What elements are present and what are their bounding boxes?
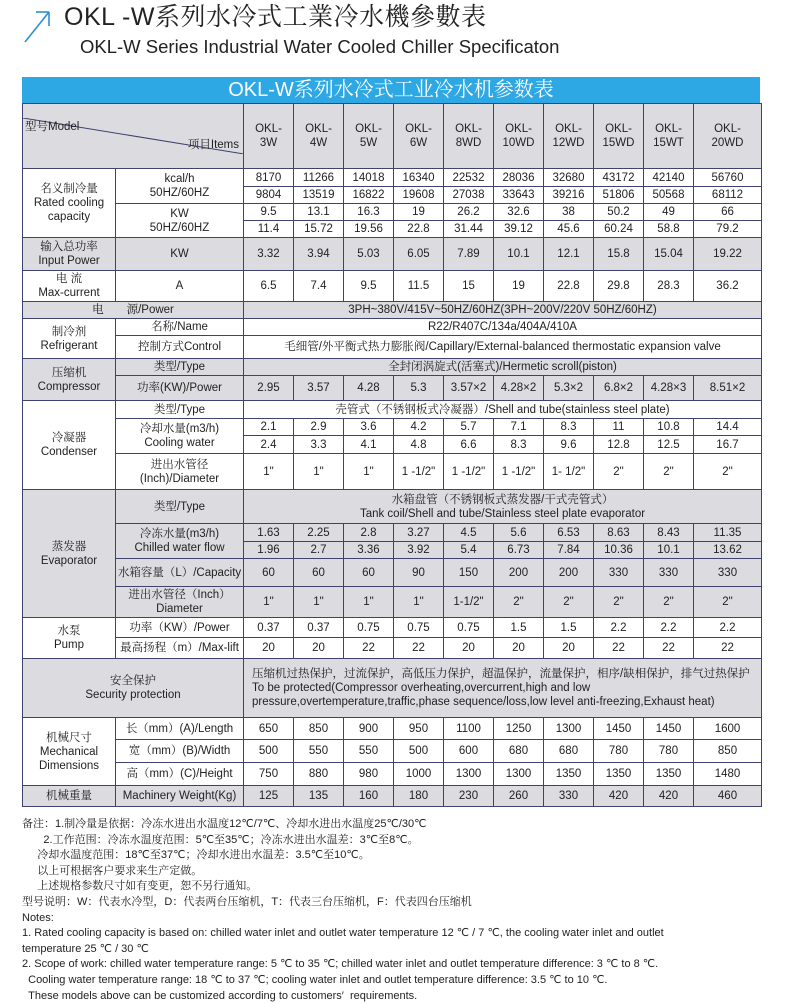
note-line: Notes: <box>22 911 54 924</box>
table-cell: 壳管式（不锈钢板式冷凝器）/Shell and tube(stainless steel plate) <box>244 401 762 419</box>
table-cell: 0.75 <box>344 618 394 638</box>
table-cell: 56760 <box>694 169 762 187</box>
table-row-condenser-type <box>23 401 762 419</box>
table-cell: 3.92 <box>394 542 444 559</box>
table-cell: 长（mm）(A)/Length <box>116 718 244 740</box>
table-cell: 20 <box>494 638 544 659</box>
table-cell: 4.5 <box>444 524 494 542</box>
table-cell: 冷凝器 Condenser <box>23 401 116 490</box>
page-header <box>0 0 790 77</box>
table-cell: 机械尺寸 Mechanical Dimensions <box>23 718 116 786</box>
table-cell: 15.04 <box>644 238 694 271</box>
table-cell: 冷却水量(m3/h) Cooling water <box>116 419 244 454</box>
table-cell: 4.2 <box>394 419 444 436</box>
title-chinese: OKL -W系列水冷式工業冷水機參數表 <box>64 3 487 31</box>
table-cell: kcal/h 50HZ/60HZ <box>116 169 244 204</box>
table-cell: 0.75 <box>444 618 494 638</box>
model-header: OKL- 12WD <box>544 104 594 169</box>
table-cell: 13519 <box>294 187 344 204</box>
table-cell: 1" <box>344 587 394 618</box>
table-cell: 13.62 <box>694 542 762 559</box>
table-cell: 6.6 <box>444 436 494 454</box>
note-line: 上述规格参数尺寸如有变更，恕不另行通知。 <box>22 880 258 893</box>
table-cell: 1 -1/2" <box>444 454 494 490</box>
table-row-refrigerant-control <box>23 336 762 359</box>
table-cell: 3.94 <box>294 238 344 271</box>
table-cell: 11.35 <box>694 524 762 542</box>
table-cell: 22.8 <box>394 221 444 238</box>
table-cell: 29.8 <box>594 271 644 302</box>
table-cell: 11 <box>594 419 644 436</box>
table-cell: 类型/Type <box>116 490 244 524</box>
table-cell: 22.8 <box>544 271 594 302</box>
table-row-input-power <box>23 238 762 271</box>
table-cell: 330 <box>694 559 762 587</box>
table-cell: 22 <box>644 638 694 659</box>
table-cell: 8.3 <box>494 436 544 454</box>
note-line: 冷却水温度范围：18℃至37℃；冷却水进出水温差：3.5℃至10℃。 <box>22 849 370 862</box>
header-items-label: 项目Items <box>187 139 239 151</box>
table-cell: 1000 <box>394 763 444 786</box>
table-cell: 2" <box>694 454 762 490</box>
notes-section <box>22 817 782 1004</box>
table-cell: 0.37 <box>294 618 344 638</box>
table-cell: 电 流 Max-current <box>23 271 116 302</box>
table-cell: 类型/Type <box>116 359 244 376</box>
table-cell: 5.03 <box>344 238 394 271</box>
content <box>22 77 761 1004</box>
table-row-compressor-type <box>23 359 762 376</box>
table-cell: 8.51×2 <box>694 376 762 401</box>
table-cell: 最高扬程（m）/Max-lift <box>116 638 244 659</box>
table-cell: 880 <box>294 763 344 786</box>
table-cell: 水泵 Pump <box>23 618 116 659</box>
table-cell: 水箱盘管（不锈钢板式蒸发器/干式壳管式） Tank coil/Shell and tube/Stainless steel plate evaporator <box>244 490 762 524</box>
table-cell: 180 <box>394 786 444 807</box>
table-row-condenser-diameter <box>23 454 762 490</box>
table-cell: 9.5 <box>344 271 394 302</box>
table-cell: 1350 <box>644 763 694 786</box>
table-cell: 150 <box>444 559 494 587</box>
table-cell: 950 <box>394 718 444 740</box>
table-cell: 机械重量 <box>23 786 116 807</box>
table-cell: 水箱容量（L）/Capacity <box>116 559 244 587</box>
table-cell: 4.1 <box>344 436 394 454</box>
note-line: 型号说明：W：代表水冷型，D：代表两台压缩机，T：代表三台压缩机，F：代表四台压缩机 <box>22 895 472 908</box>
table-cell: 460 <box>694 786 762 807</box>
table-cell: 780 <box>644 740 694 763</box>
table-cell: 19 <box>494 271 544 302</box>
header-model-label: 型号Model <box>25 121 80 133</box>
table-cell: 51806 <box>594 187 644 204</box>
table-cell: 3.3 <box>294 436 344 454</box>
table-cell: 16.7 <box>694 436 762 454</box>
model-header: OKL- 3W <box>244 104 294 169</box>
table-cell: 功率（KW）/Power <box>116 618 244 638</box>
table-cell: 200 <box>494 559 544 587</box>
table-cell: 5.7 <box>444 419 494 436</box>
table-cell: 0.75 <box>394 618 444 638</box>
table-cell: 10.1 <box>494 238 544 271</box>
table-cell: 750 <box>244 763 294 786</box>
table-cell: 28.3 <box>644 271 694 302</box>
table-cell: 压缩机 Compressor <box>23 359 116 401</box>
table-cell: 330 <box>644 559 694 587</box>
table-cell: 27038 <box>444 187 494 204</box>
table-title: OKL-W系列水冷式工业冷水机参数表 <box>22 77 760 103</box>
table-cell: 200 <box>544 559 594 587</box>
table-cell: 4.8 <box>394 436 444 454</box>
table-cell: 330 <box>594 559 644 587</box>
table-cell: 850 <box>694 740 762 763</box>
table-cell: 1" <box>294 587 344 618</box>
note-line: temperature 25 ℃ / 30 ℃ <box>22 942 149 955</box>
table-cell: 9.6 <box>544 436 594 454</box>
table-cell: 10.1 <box>644 542 694 559</box>
table-cell: 13.1 <box>294 204 344 221</box>
table-cell: 780 <box>594 740 644 763</box>
table-cell: 36.2 <box>694 271 762 302</box>
table-cell: 680 <box>544 740 594 763</box>
note-line: These models above can be customized according to customers′ requirements. <box>22 989 418 1002</box>
table-cell: 1" <box>294 454 344 490</box>
table-cell: 电 源/Power <box>23 302 244 319</box>
table-cell: 20 <box>544 638 594 659</box>
table-cell: 7.89 <box>444 238 494 271</box>
table-cell: 3.36 <box>344 542 394 559</box>
note-line: 以上可根据客户要求来生产定做。 <box>22 864 203 877</box>
table-cell: 3.32 <box>244 238 294 271</box>
table-cell: 1 -1/2" <box>494 454 544 490</box>
table-cell: 16340 <box>394 169 444 187</box>
table-cell: 500 <box>394 740 444 763</box>
table-cell: 2.8 <box>344 524 394 542</box>
table-cell: 压缩机过热保护，过流保护，高低压力保护，超温保护，流量保护，相序/缺相保护，排气过热保护 To be protected(Compressor overheating,overcurrent,high and low pressure,overtemperature,traffic,phase sequence/loss,low level anti-freezing,Exhaust heat) <box>244 659 762 718</box>
table-row-security-protection <box>23 659 762 718</box>
table-cell: 2" <box>644 587 694 618</box>
table-row-evaporator-diameter <box>23 587 762 618</box>
table-cell: 2" <box>694 587 762 618</box>
table-cell: 60 <box>344 559 394 587</box>
table-cell: 2.25 <box>294 524 344 542</box>
table-cell: 50.2 <box>594 204 644 221</box>
table-cell: 7.1 <box>494 419 544 436</box>
table-row-power-supply <box>23 302 762 319</box>
table-cell: 3.57 <box>294 376 344 401</box>
table-cell: 22 <box>594 638 644 659</box>
table-row-cooling-capacity-kcal-50hz <box>23 169 762 187</box>
table-cell: 9.5 <box>244 204 294 221</box>
table-cell: 1450 <box>644 718 694 740</box>
table-cell: 22 <box>344 638 394 659</box>
table-cell: 输入总功率 Input Power <box>23 238 116 271</box>
table-row-dimension-length <box>23 718 762 740</box>
table-cell: 3PH~380V/415V~50HZ/60HZ(3PH~200V/220V 50HZ/60HZ) <box>244 302 762 319</box>
table-cell: 230 <box>444 786 494 807</box>
table-cell: 20 <box>444 638 494 659</box>
table-cell: 2" <box>644 454 694 490</box>
note-line: Cooling water temperature range: 18 ℃ to 37 ℃; cooling water inlet and outlet temperature difference: 3.5 ℃ to 10 ℃. <box>22 973 608 986</box>
table-cell: 11.4 <box>244 221 294 238</box>
table-cell: 2.2 <box>594 618 644 638</box>
table-cell: 1" <box>244 454 294 490</box>
table-cell: 8.3 <box>544 419 594 436</box>
table-cell: 6.53 <box>544 524 594 542</box>
table-cell: 12.1 <box>544 238 594 271</box>
table-row-evaporator-chilled-water-1 <box>23 524 762 542</box>
table-cell: 宽（mm）(B)/Width <box>116 740 244 763</box>
table-cell: 4.28×3 <box>644 376 694 401</box>
table-cell: 19 <box>394 204 444 221</box>
table-cell: 160 <box>344 786 394 807</box>
table-cell: 90 <box>394 559 444 587</box>
table-cell: 39216 <box>544 187 594 204</box>
table-cell: 50568 <box>644 187 694 204</box>
table-cell: 1300 <box>444 763 494 786</box>
table-row-max-current <box>23 271 762 302</box>
table-cell: 3.57×2 <box>444 376 494 401</box>
table-cell: 2" <box>594 454 644 490</box>
table-cell: 毛细管/外平衡式热力膨胀阀/Capillary/External-balanced thermostatic expansion valve <box>244 336 762 359</box>
table-row-compressor-power <box>23 376 762 401</box>
table-cell: 1450 <box>594 718 644 740</box>
model-header: OKL- 15WT <box>644 104 694 169</box>
table-cell: 类型/Type <box>116 401 244 419</box>
table-row-pump-max-lift <box>23 638 762 659</box>
table-cell: 安全保护 Security protection <box>23 659 244 718</box>
table-cell: 1" <box>394 587 444 618</box>
table-cell: 500 <box>244 740 294 763</box>
table-cell: 2.7 <box>294 542 344 559</box>
table-cell: 7.4 <box>294 271 344 302</box>
table-cell: 冷冻水量(m3/h) Chilled water flow <box>116 524 244 559</box>
table-cell: 1.5 <box>494 618 544 638</box>
table-cell: 1600 <box>694 718 762 740</box>
table-cell: 15.72 <box>294 221 344 238</box>
table-cell: 2.4 <box>244 436 294 454</box>
table-cell: 11266 <box>294 169 344 187</box>
table-cell: 1" <box>344 454 394 490</box>
table-cell: 1350 <box>544 763 594 786</box>
table-cell: Machinery Weight(Kg) <box>116 786 244 807</box>
table-cell: 260 <box>494 786 544 807</box>
table-cell: 2" <box>494 587 544 618</box>
note-line: 2.工作范围：冷冻水温度范围：5℃至35℃；冷冻水进出水温差：3℃至8℃。 <box>22 833 419 846</box>
table-cell: 980 <box>344 763 394 786</box>
table-cell: 功率(KW)/Power <box>116 376 244 401</box>
table-cell: 32.6 <box>494 204 544 221</box>
table-cell: 11.5 <box>394 271 444 302</box>
table-row-dimension-height <box>23 763 762 786</box>
table-cell: 60.24 <box>594 221 644 238</box>
table-cell: 10.8 <box>644 419 694 436</box>
table-cell: 6.5 <box>244 271 294 302</box>
table-cell: 31.44 <box>444 221 494 238</box>
note-line: 2. Scope of work: chilled water temperature range: 5 ℃ to 35 ℃; chilled water inlet and outlet temperature difference: 3 ℃ to 8 ℃. <box>22 958 659 971</box>
table-cell: 6.8×2 <box>594 376 644 401</box>
table-cell: KW <box>116 238 244 271</box>
table-cell: 2" <box>544 587 594 618</box>
spec-table <box>22 103 762 807</box>
table-cell: 2.2 <box>644 618 694 638</box>
table-cell: 39.12 <box>494 221 544 238</box>
table-cell: 1 -1/2" <box>394 454 444 490</box>
table-cell: 8.63 <box>594 524 644 542</box>
table-cell: 550 <box>344 740 394 763</box>
table-cell: 19.22 <box>694 238 762 271</box>
table-cell: 28036 <box>494 169 544 187</box>
model-items-header <box>23 104 244 169</box>
table-cell: 1300 <box>544 718 594 740</box>
table-row-dimension-width <box>23 740 762 763</box>
table-cell: 650 <box>244 718 294 740</box>
table-cell: 22532 <box>444 169 494 187</box>
table-cell: 15 <box>444 271 494 302</box>
model-header: OKL- 10WD <box>494 104 544 169</box>
table-cell: 1.96 <box>244 542 294 559</box>
table-cell: 20 <box>244 638 294 659</box>
model-header: OKL- 5W <box>344 104 394 169</box>
table-cell: 进出水管径 (Inch)/Diameter <box>116 454 244 490</box>
table-cell: 680 <box>494 740 544 763</box>
model-header: OKL- 6W <box>394 104 444 169</box>
table-cell: 12.5 <box>644 436 694 454</box>
table-row-refrigerant-name <box>23 319 762 336</box>
table-cell: 1100 <box>444 718 494 740</box>
table-cell: 5.3 <box>394 376 444 401</box>
table-cell: 1480 <box>694 763 762 786</box>
table-cell: 2.2 <box>694 618 762 638</box>
table-cell: 26.2 <box>444 204 494 221</box>
table-cell: 330 <box>544 786 594 807</box>
note-line: 1. Rated cooling capacity is based on: chilled water inlet and outlet water temperature 12 ℃ / 7 ℃, the cooling water inlet and outlet <box>22 927 664 940</box>
table-cell: 32680 <box>544 169 594 187</box>
table-cell: 850 <box>294 718 344 740</box>
table-cell: 7.84 <box>544 542 594 559</box>
table-cell: 1.63 <box>244 524 294 542</box>
table-cell: 全封闭涡旋式(活塞式)/Hermetic scroll(piston) <box>244 359 762 376</box>
table-cell: 高（mm）(C)/Height <box>116 763 244 786</box>
table-cell: 420 <box>644 786 694 807</box>
table-cell: 60 <box>294 559 344 587</box>
table-row-pump-power <box>23 618 762 638</box>
table-cell: 19.56 <box>344 221 394 238</box>
table-cell: 125 <box>244 786 294 807</box>
table-row-machinery-weight <box>23 786 762 807</box>
table-cell: 60 <box>244 559 294 587</box>
table-row-evaporator-type <box>23 490 762 524</box>
table-cell: 1.5 <box>544 618 594 638</box>
table-cell: 2.95 <box>244 376 294 401</box>
table-cell: 42140 <box>644 169 694 187</box>
table-row-evaporator-capacity <box>23 559 762 587</box>
table-cell: 58.8 <box>644 221 694 238</box>
table-cell: 名称/Name <box>116 319 244 336</box>
table-cell: 8170 <box>244 169 294 187</box>
table-cell: 蒸发器 Evaporator <box>23 490 116 618</box>
table-cell: 名义制冷量 Rated cooling capacity <box>23 169 116 238</box>
table-cell: 15.8 <box>594 238 644 271</box>
table-cell: 2" <box>594 587 644 618</box>
table-cell: 制冷剂 Refrigerant <box>23 319 116 359</box>
table-cell: 8.43 <box>644 524 694 542</box>
table-cell: KW 50HZ/60HZ <box>116 204 244 238</box>
table-cell: 420 <box>594 786 644 807</box>
table-cell: 4.28 <box>344 376 394 401</box>
table-cell: 1" <box>244 587 294 618</box>
table-cell: A <box>116 271 244 302</box>
table-cell: 12.8 <box>594 436 644 454</box>
table-cell: 1300 <box>494 763 544 786</box>
table-header-row <box>23 104 762 169</box>
table-cell: 49 <box>644 204 694 221</box>
table-cell: 14018 <box>344 169 394 187</box>
table-row-cooling-capacity-kw-50hz <box>23 204 762 221</box>
table-cell: 79.2 <box>694 221 762 238</box>
table-cell: 进出水管径（Inch） Diameter <box>116 587 244 618</box>
table-cell: 900 <box>344 718 394 740</box>
table-cell: 1- 1/2" <box>544 454 594 490</box>
table-cell: 控制方式Control <box>116 336 244 359</box>
table-cell: 14.4 <box>694 419 762 436</box>
table-cell: 22 <box>394 638 444 659</box>
model-header: OKL- 4W <box>294 104 344 169</box>
table-cell: 68112 <box>694 187 762 204</box>
table-row-condenser-cooling-water-1 <box>23 419 762 436</box>
table-cell: 33643 <box>494 187 544 204</box>
table-cell: 6.05 <box>394 238 444 271</box>
table-cell: 19608 <box>394 187 444 204</box>
table-cell: 3.6 <box>344 419 394 436</box>
table-cell: 1250 <box>494 718 544 740</box>
table-cell: 22 <box>694 638 762 659</box>
table-cell: 5.3×2 <box>544 376 594 401</box>
table-cell: 0.37 <box>244 618 294 638</box>
table-cell: 20 <box>294 638 344 659</box>
table-cell: 550 <box>294 740 344 763</box>
table-cell: 2.9 <box>294 419 344 436</box>
table-cell: 66 <box>694 204 762 221</box>
table-cell: 5.6 <box>494 524 544 542</box>
table-cell: 2.1 <box>244 419 294 436</box>
table-cell: 4.28×2 <box>494 376 544 401</box>
table-cell: 6.73 <box>494 542 544 559</box>
table-cell: 16.3 <box>344 204 394 221</box>
table-cell: R22/R407C/134a/404A/410A <box>244 319 762 336</box>
model-header: OKL- 15WD <box>594 104 644 169</box>
note-line: 备注：1.制冷量是依据：冷冻水进出水温度12℃/7℃、冷却水进出水温度25℃/30℃ <box>22 818 427 830</box>
table-cell: 1350 <box>594 763 644 786</box>
table-cell: 600 <box>444 740 494 763</box>
table-cell: 9804 <box>244 187 294 204</box>
table-cell: 1-1/2" <box>444 587 494 618</box>
table-cell: 16822 <box>344 187 394 204</box>
table-cell: 3.27 <box>394 524 444 542</box>
table-cell: 5.4 <box>444 542 494 559</box>
table-cell: 10.36 <box>594 542 644 559</box>
model-header: OKL- 8WD <box>444 104 494 169</box>
table-cell: 38 <box>544 204 594 221</box>
model-header: OKL- 20WD <box>694 104 762 169</box>
table-cell: 45.6 <box>544 221 594 238</box>
table-cell: 135 <box>294 786 344 807</box>
arrow-up-right-icon <box>22 8 52 44</box>
table-cell: 43172 <box>594 169 644 187</box>
title-english: OKL-W Series Industrial Water Cooled Chiller Specificaton <box>80 36 560 57</box>
